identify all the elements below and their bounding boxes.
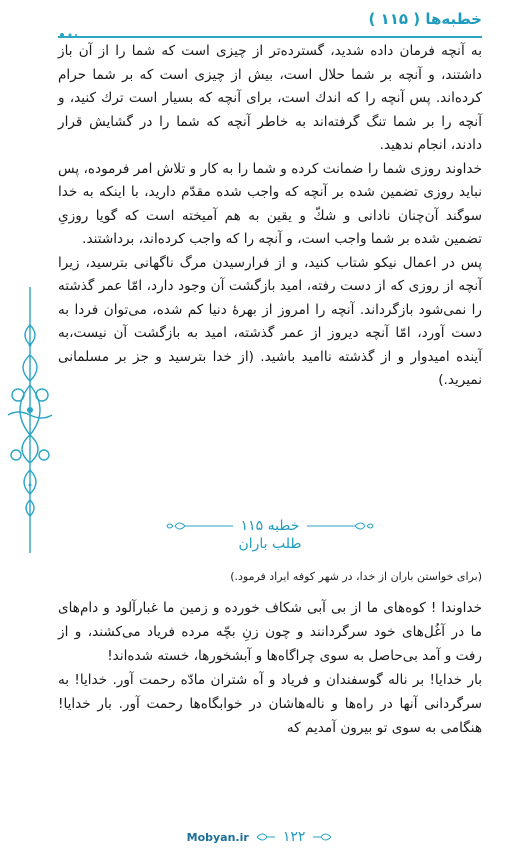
sermon-title: طلب باران <box>238 536 302 552</box>
header-dots-decoration <box>58 32 118 38</box>
sermon-number: خطبه ۱۱۵ <box>240 518 300 534</box>
page-header <box>58 8 482 38</box>
paragraph: بار خدایا! بر ناله گوسفندان و فریاد و آه شتران مادّه رحمت آور. خدایا! به سرگردانی آنها در راه‌ها و ناله‌هاشان در خوابگاه‌ها رحمت آور. بار خدایا! هنگامی به سوی تو بیرون آمدیم که <box>58 672 482 736</box>
paragraph: خداوند روزی شما را ضمانت کرده و شما را به کار و تلاش امر فرموده، پس نباید روزی تضمین شده بر آنچه که واجب شده مقدّم دارید، با اینکه به خدا سوگند آن‌چنان نادانی و شكّ و یقین به هم آمیخته است که گویا روزیِ تضمین شده بر شما واجب است، و آنچه را که واجب کرده‌اند، برداشتند. <box>58 160 482 247</box>
margin-ornament <box>2 285 58 555</box>
sermon-heading <box>58 518 482 552</box>
flourish-right-icon <box>165 519 235 533</box>
sermon-context: (برای خواستن باران از خدا، در شهر کوفه ایراد فرمود.) <box>230 570 482 583</box>
footer-flourish-icon <box>311 830 333 844</box>
footer-brand: Mobyan.ir <box>186 830 249 844</box>
page-footer <box>150 825 370 849</box>
paragraph: خداوندا ! کوه‌های ما از بی آبی شکاف خورده و زمین ما غبارآلود و دام‌های ما در آغُل‌های خود سرگردانند و چون زنِ بچّه مرده فریاد می‌کشند، و از رفت و آمد بی‌حاصل به سوی چراگاه‌ها و آبشخورها، خسته شده‌اند! <box>58 600 482 664</box>
body-text-top <box>58 40 482 393</box>
flourish-left-icon <box>305 519 375 533</box>
header-title: خطبه‌ها ( ۱۱۵ ) <box>368 10 482 28</box>
page-number: ۱۲۲ <box>282 829 306 845</box>
paragraph: پس در اعمال نیکو شتاب کنید، و از فرارسیدن مرگ ناگهانی بترسید، زیرا آنچه از روزی که از دست رفته، امید بازگشت آن وجود دارد، امّا عمر گذشته را نمی‌شود بازگرداند. آنچه را امروز از بهرهٔ دنیا کم شده، می‌توان فردا به دست آورد، امّا آنچه دیروز از عمر گذشته، امید به بازگشت آن نیست،به آینده امیدوار و از گذشته ناامید باشید. (از خدا بترسید و جز بر مسلمانی نمیرید.) <box>58 254 482 388</box>
body-text-bottom <box>58 596 482 740</box>
paragraph: به آنچه فرمان داده شدید، گسترده‌تر از چیزی است که شما را از آن باز داشتند، و آنچه بر شما حلال است، بیش از چیزی است که بر شما حرام کرده‌اند. پس آنچه را که اندك است، برای آنچه که بسیار است ترك کنید، و آنچه را بر شما تنگ گرفته‌اند به خاطر آنچه که شما را در گشایش قرار دادند، انجام ندهید. <box>58 43 482 153</box>
footer-flourish-icon <box>255 830 277 844</box>
